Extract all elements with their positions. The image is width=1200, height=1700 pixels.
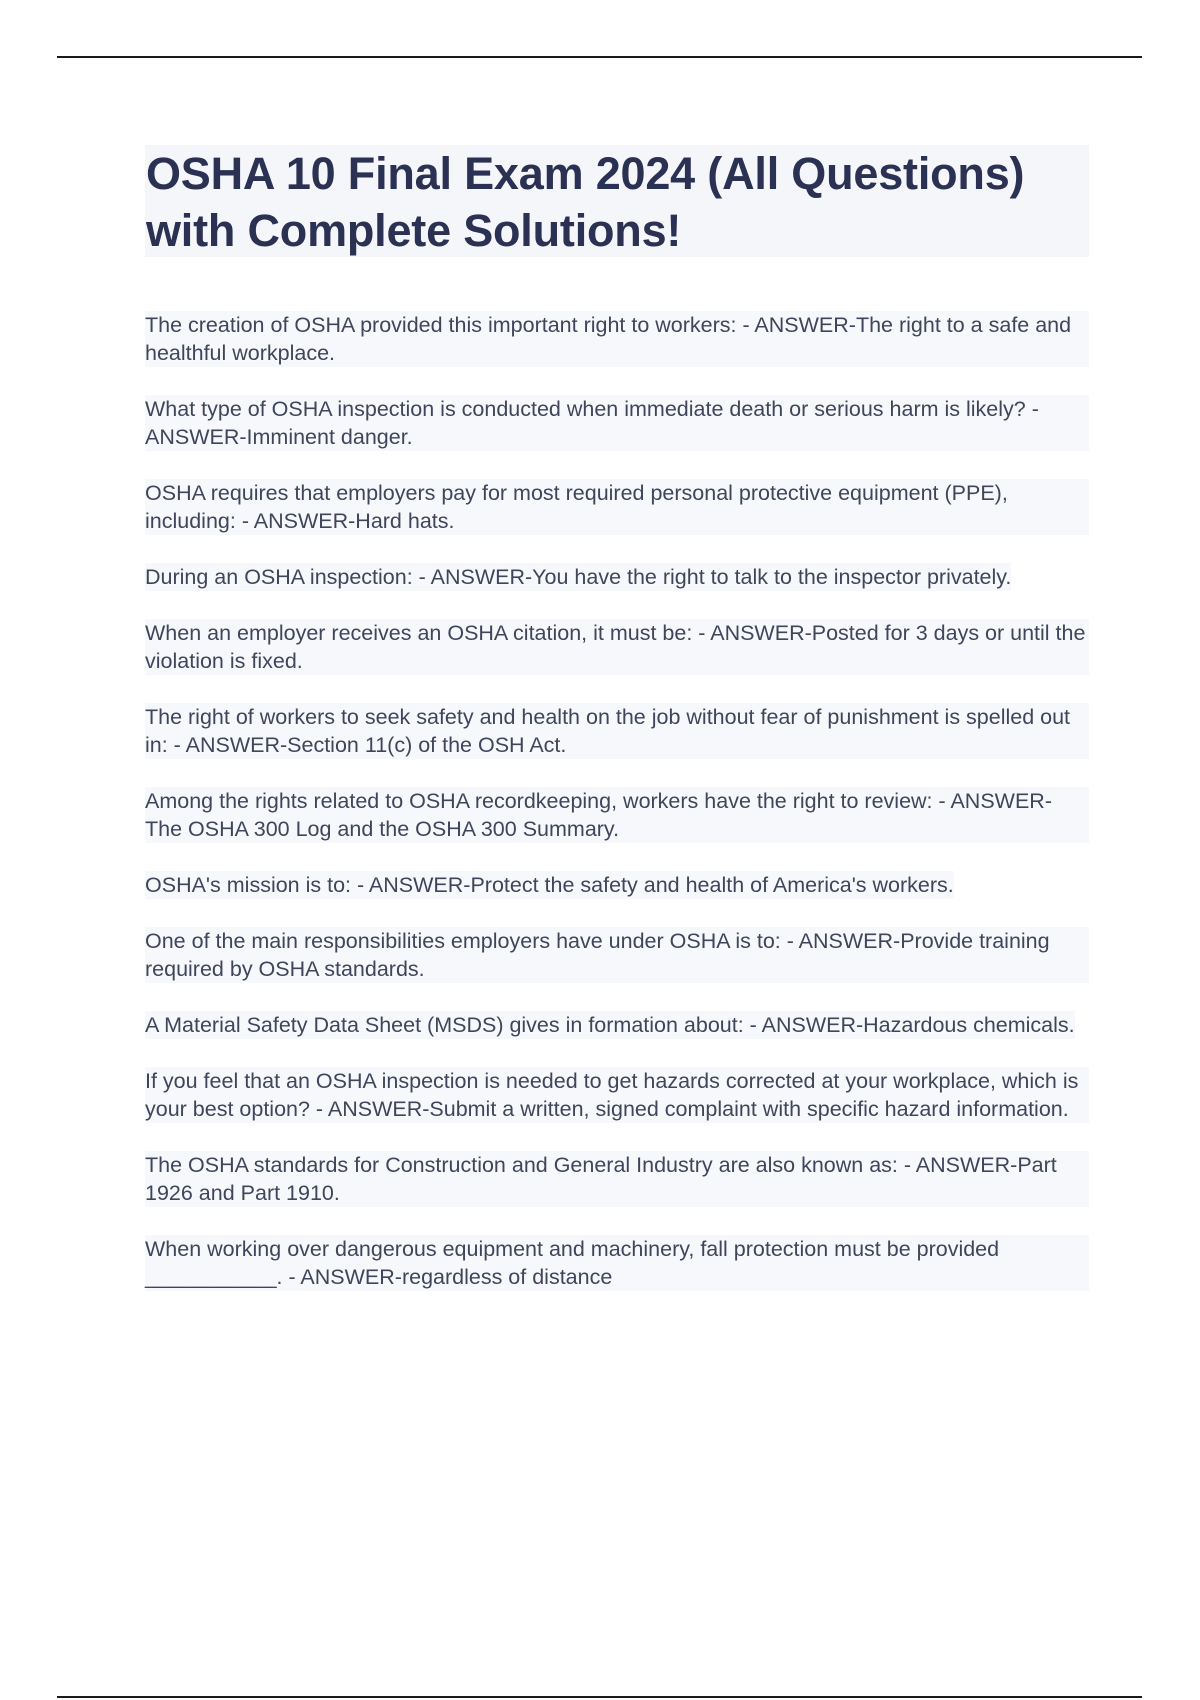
title-block <box>145 145 1089 257</box>
document-title: OSHA 10 Final Exam 2024 (All Questions) with Complete Solutions! <box>146 148 1025 256</box>
question-5: When an employer receives an OSHA citation, it must be: - ANSWER-Posted for 3 days or until the violation is fixed. <box>145 619 1089 675</box>
header-rule <box>57 56 1142 58</box>
question-6: The right of workers to seek safety and health on the job without fear of punishment is spelled out in: - ANSWER-Section 11(c) of the OSH Act. <box>145 703 1089 759</box>
question-7: Among the rights related to OSHA recordkeeping, workers have the right to review: - ANSWER-The OSHA 300 Log and the OSHA 300 Summary. <box>145 787 1089 843</box>
question-11: If you feel that an OSHA inspection is needed to get hazards corrected at your workplace, which is your best option? - ANSWER-Submit a written, signed complaint with specific hazard information. <box>145 1067 1089 1123</box>
question-list <box>145 311 1089 1319</box>
question-4: During an OSHA inspection: - ANSWER-You have the right to talk to the inspector privately. <box>145 565 1012 589</box>
question-12: The OSHA standards for Construction and General Industry are also known as: - ANSWER-Part 1926 and Part 1910. <box>145 1151 1089 1207</box>
question-1: The creation of OSHA provided this important right to workers: - ANSWER-The right to a safe and healthful workplace. <box>145 311 1089 367</box>
question-13: When working over dangerous equipment and machinery, fall protection must be provided ___________. - ANSWER-regardless of distance <box>145 1235 1089 1291</box>
question-8: OSHA's mission is to: - ANSWER-Protect the safety and health of America's workers. <box>145 873 954 897</box>
question-3: OSHA requires that employers pay for most required personal protective equipment (PPE), including: - ANSWER-Hard hats. <box>145 479 1089 535</box>
question-9: One of the main responsibilities employers have under OSHA is to: - ANSWER-Provide training required by OSHA standards. <box>145 927 1089 983</box>
question-2: What type of OSHA inspection is conducted when immediate death or serious harm is likely? - ANSWER-Imminent danger. <box>145 395 1089 451</box>
question-10: A Material Safety Data Sheet (MSDS) gives in formation about: - ANSWER-Hazardous chemicals. <box>145 1013 1075 1037</box>
footer-rule <box>57 1696 1142 1698</box>
